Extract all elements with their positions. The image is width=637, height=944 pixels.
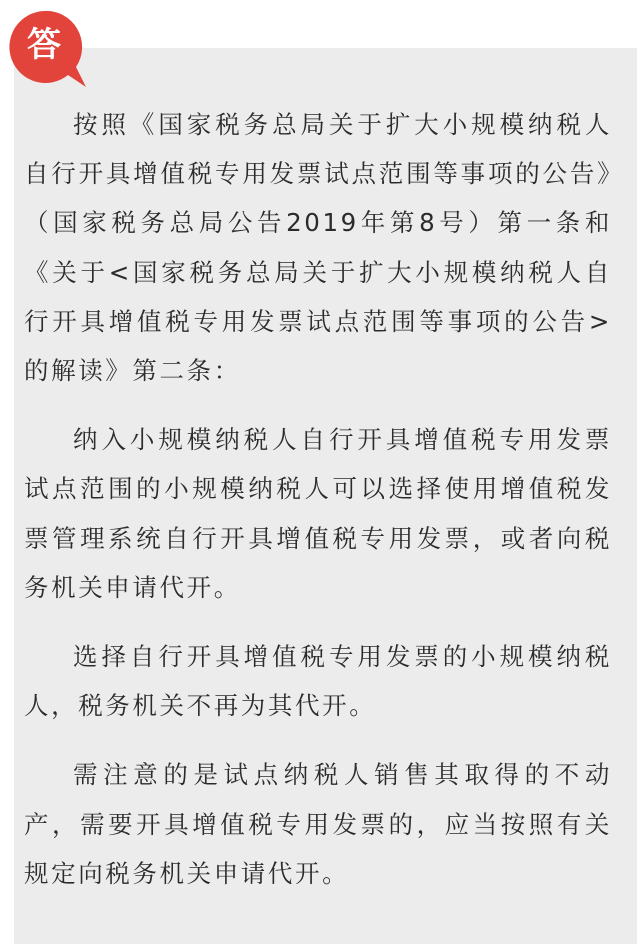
answer-badge [4, 7, 92, 95]
paragraph-real-estate-note: 需注意的是试点纳税人销售其取得的不动产，需要开具增值税专用发票的，应当按照有关规定向税务机关申请代开。 [24, 760, 612, 888]
answer-badge-label: 答 [27, 25, 61, 65]
paragraph-legal-basis: 按照《国家税务总局关于扩大小规模纳税人自行开具增值税专用发票试点范围等事项的公告》（国家税务总局公告2019年第8号）第一条和《关于<国家税务总局关于扩大小规模纳税人自行开具增值税专用发票试点范围等事项的公告>的解读》第二条： [24, 110, 612, 386]
paragraph-no-proxy-issue: 选择自行开具增值税专用发票的小规模纳税人，税务机关不再为其代开。 [24, 642, 612, 721]
answer-content [24, 100, 612, 898]
paragraph-self-issue-option: 纳入小规模纳税人自行开具增值税专用发票试点范围的小规模纳税人可以选择使用增值税发票管理系统自行开具增值税专用发票，或者向税务机关申请代开。 [24, 425, 612, 602]
